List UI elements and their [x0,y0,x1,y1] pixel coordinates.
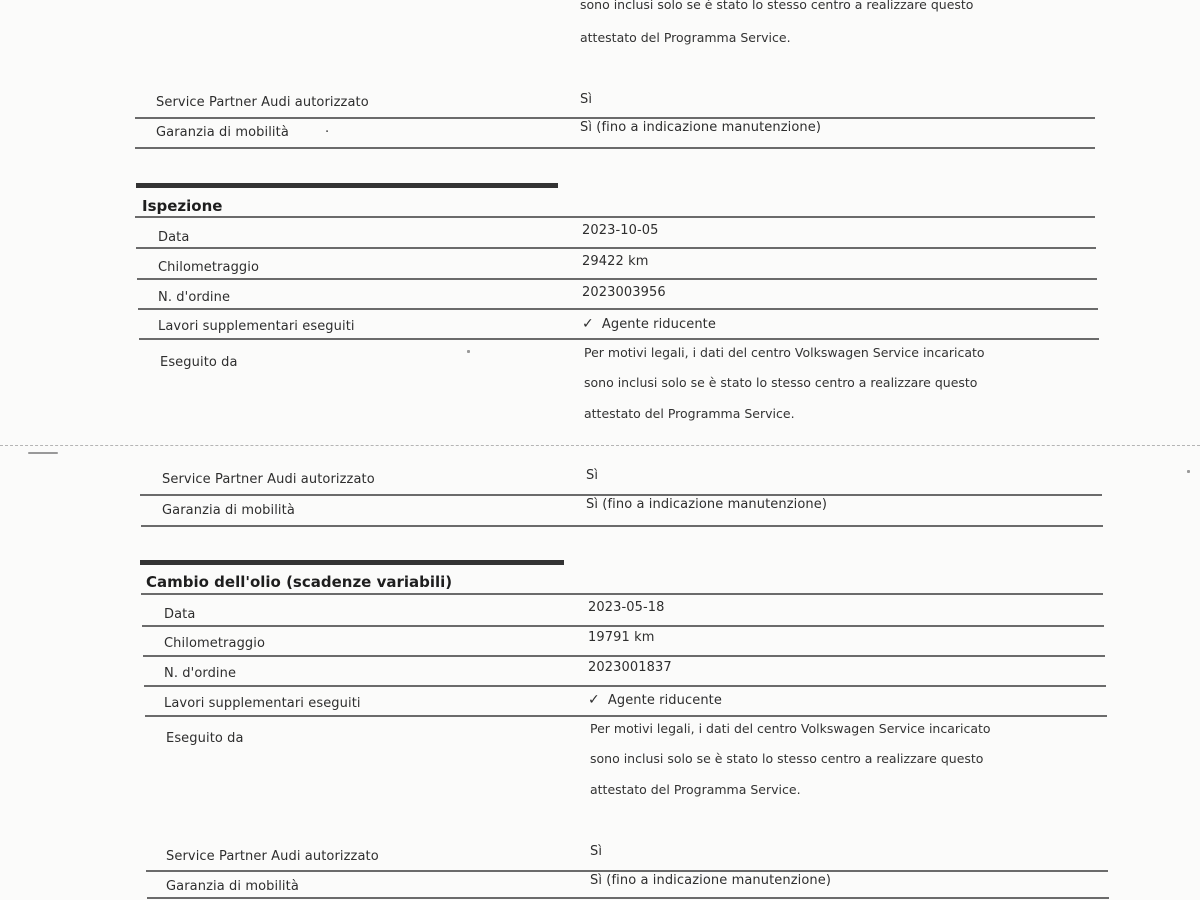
inspection-date-label: Data [158,230,190,245]
oil-mobility-value: Sì (fino a indicazione manutenzione) [590,873,832,888]
top-mobility-label: Garanzia di mobilità [156,125,289,140]
oil-extra-label: Lavori supplementari eseguiti [164,696,361,711]
oil-extra-value: Agente riducente [607,693,722,708]
scan-speck [467,350,470,353]
inspection-km-value: 29422 km [582,254,649,269]
inspection-service-partner-value: Sì [586,468,599,483]
top-note-line-1: sono inclusi solo se è stato lo stesso centro a realizzare questo [580,0,974,12]
row-divider [136,247,1096,249]
inspection-mobility-label: Garanzia di mobilità [162,503,295,518]
row-divider [147,897,1109,899]
oil-change-title: Cambio dell'olio (scadenze variabili) [146,573,453,591]
top-service-partner-label: Service Partner Audi autorizzato [156,95,369,110]
scan-speck [1187,470,1190,473]
oil-date-label: Data [164,607,196,622]
oil-mobility-label: Garanzia di mobilità [166,879,299,894]
inspection-date-value: 2023-10-05 [582,223,659,238]
row-divider [140,494,1102,496]
row-divider [135,216,1095,218]
oil-done-by-label: Eseguito da [166,731,244,746]
inspection-done-by-label: Eseguito da [160,355,238,370]
inspection-order-label: N. d'ordine [158,290,231,305]
oil-service-partner-value: Sì [590,844,603,859]
oil-km-value: 19791 km [588,630,655,645]
inspection-order-value: 2023003956 [582,285,666,300]
section-bar-oil-change [140,560,564,565]
inspection-title: Ispezione [142,197,223,215]
inspection-service-partner-label: Service Partner Audi autorizzato [162,472,375,487]
oil-date-value: 2023-05-18 [588,600,665,615]
row-divider [146,870,1108,872]
oil-note-line-3: attestato del Programma Service. [590,782,801,797]
inspection-note-line-3: attestato del Programma Service. [584,406,795,421]
row-divider [141,525,1103,527]
oil-order-value: 2023001837 [588,660,672,675]
inspection-extra-value-row [582,316,716,332]
oil-note-line-1: Per motivi legali, i dati del centro Volkswagen Service incaricato [590,721,991,736]
row-divider [135,117,1095,119]
top-mobility-value: Sì (fino a indicazione manutenzione) [580,120,822,135]
oil-km-label: Chilometraggio [164,636,266,651]
oil-service-partner-label: Service Partner Audi autorizzato [166,849,379,864]
row-divider [138,308,1098,310]
inspection-note-line-2: sono inclusi solo se è stato lo stesso centro a realizzare questo [584,375,978,390]
inspection-extra-label: Lavori supplementari eseguiti [158,319,355,334]
check-icon: ✓ [582,316,594,332]
row-divider [143,655,1105,657]
row-divider [144,685,1106,687]
row-divider [141,593,1103,595]
oil-note-line-2: sono inclusi solo se è stato lo stesso centro a realizzare questo [590,751,984,766]
inspection-extra-value: Agente riducente [601,317,716,332]
row-divider [142,625,1104,627]
oil-extra-value-row [588,692,722,708]
scan-artifact-line [0,445,1200,446]
row-divider [137,278,1097,280]
inspection-note-line-1: Per motivi legali, i dati del centro Volkswagen Service incaricato [584,345,985,360]
section-bar-inspection [136,183,558,188]
top-note-line-2: attestato del Programma Service. [580,30,791,45]
scan-speck [28,452,58,454]
top-service-partner-value: Sì [580,92,593,107]
row-divider [135,147,1095,149]
inspection-mobility-value: Sì (fino a indicazione manutenzione) [586,497,828,512]
oil-order-label: N. d'ordine [164,666,237,681]
inspection-km-label: Chilometraggio [158,260,260,275]
top-mobility-marker: · [325,125,330,140]
check-icon: ✓ [588,692,600,708]
